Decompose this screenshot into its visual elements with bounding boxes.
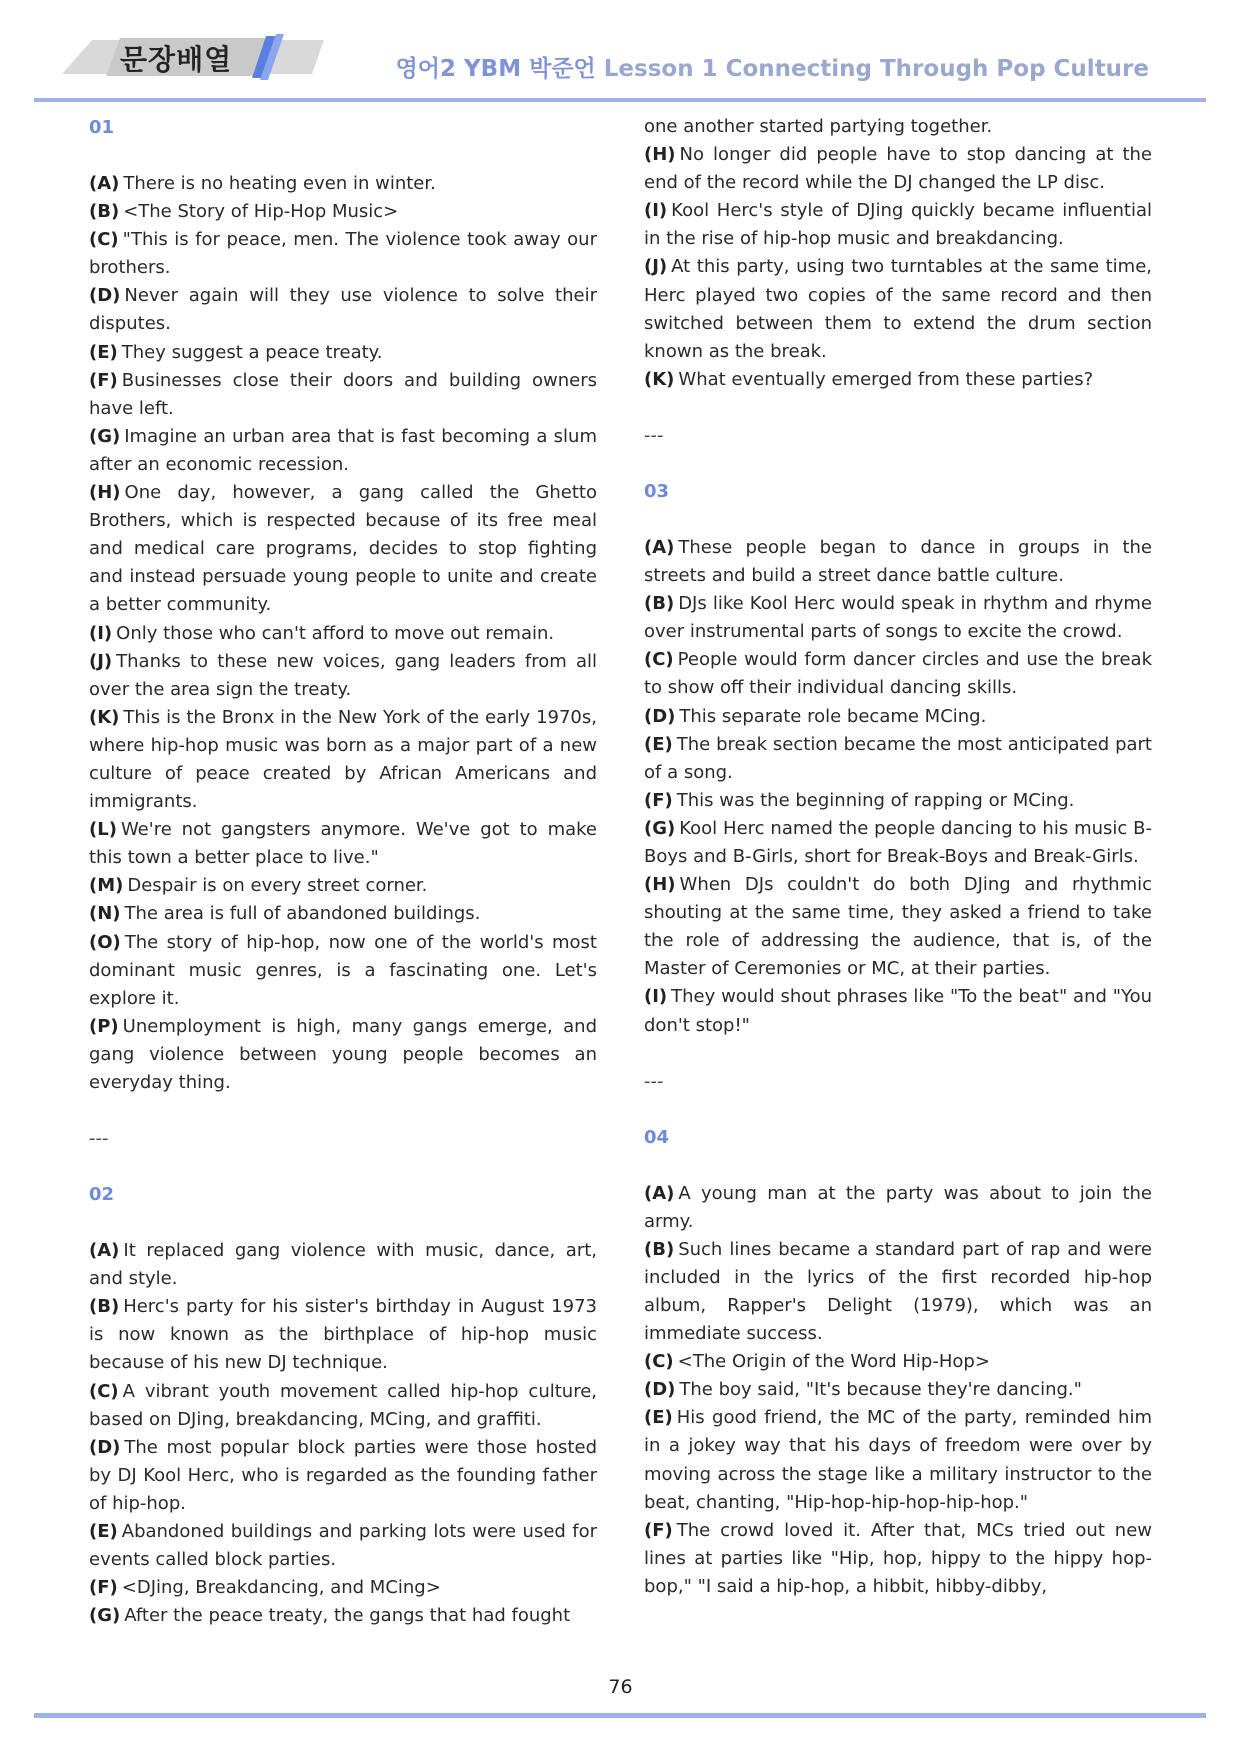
sentence-item <box>89 1378 597 1434</box>
sentence-letter: (J) <box>89 650 113 672</box>
sentence-letter: (B) <box>644 593 675 615</box>
sentence-text: Businesses close their doors and building owners have left. <box>89 369 597 419</box>
sentence-text: People would form dancer circles and use the break to show off their individual dancing skills. <box>644 649 1152 699</box>
sentence-text: His good friend, the MC of the party, reminded him in a jokey way that his days of freedom were over by moving across the stage like a military instructor to the beat, chanting, "Hip-hop-hip-hop-hip-hop." <box>644 1407 1152 1513</box>
sentence-text: <The Origin of the Word Hip-Hop> <box>677 1351 990 1373</box>
sentence-item <box>644 253 1152 365</box>
sentence-letter: (I) <box>644 200 668 222</box>
page-number: 76 <box>608 1676 633 1698</box>
sentence-item <box>89 282 597 338</box>
sentence-item <box>644 141 1152 197</box>
sentence-text: These people began to dance in groups in the streets and build a street dance battle culture. <box>644 536 1152 587</box>
sentence-item <box>644 366 1152 394</box>
section-04 <box>644 1124 1152 1601</box>
course-label: 영어2 YBM 박준언 <box>395 56 596 82</box>
sentence-item <box>644 1236 1152 1348</box>
sentence-item <box>644 590 1152 646</box>
sentence-letter: (E) <box>644 733 673 755</box>
sentence-letter: (G) <box>89 425 121 447</box>
page-header <box>0 0 1241 108</box>
sentence-item <box>644 1180 1152 1236</box>
document-title <box>396 54 1149 84</box>
sentence-letter: (D) <box>89 285 121 307</box>
sentence-item <box>644 731 1152 787</box>
sentence-item <box>89 929 597 1013</box>
sentence-text: We're not gangsters anymore. We've got to make this town a better place to live." <box>89 819 597 869</box>
sentence-text: Kool Herc's style of DJing quickly became influential in the rise of hip-hop music and breakdancing. <box>644 200 1152 250</box>
sentence-text: A vibrant youth movement called hip-hop culture, based on DJing, breakdancing, MCing, and graffiti. <box>89 1380 597 1430</box>
header-divider <box>34 98 1206 102</box>
sentence-text: Never again will they use violence to solve their disputes. <box>89 285 597 335</box>
sentence-letter: (K) <box>89 706 120 728</box>
sentence-item <box>644 197 1152 253</box>
footer-divider <box>34 1713 1206 1718</box>
sentence-letter: (F) <box>644 789 673 811</box>
sentence-text: Thanks to these new voices, gang leaders from all over the area sign the treaty. <box>89 650 597 700</box>
sentence-text: Despair is on every street corner. <box>127 875 428 897</box>
sentence-item <box>89 423 597 479</box>
sentence-text: Unemployment is high, many gangs emerge, and gang violence between young people becomes an everyday thing. <box>89 1015 597 1093</box>
sentence-letter: (B) <box>644 1238 675 1260</box>
sentence-text: DJs like Kool Herc would speak in rhythm and rhyme over instrumental parts of songs to excite the crowd. <box>644 593 1152 643</box>
sentence-text: They would shout phrases like "To the beat" and "You don't stop!" <box>644 986 1152 1036</box>
sentence-item <box>644 1376 1152 1404</box>
sentence-letter: (K) <box>644 368 675 390</box>
sentence-item <box>89 1518 597 1574</box>
left-column <box>89 114 597 1630</box>
sentence-letter: (B) <box>89 1296 120 1318</box>
right-column <box>644 113 1152 1601</box>
sentence-letter: (F) <box>644 1519 673 1541</box>
sentence-item <box>644 703 1152 731</box>
sentence-text: Kool Herc named the people dancing to his music B-Boys and B-Girls, short for Break-Boys and Break-Girls. <box>644 817 1152 867</box>
section-number: 04 <box>644 1126 670 1148</box>
sentence-text: They suggest a peace treaty. <box>121 341 383 363</box>
sentence-text: The break section became the most anticipated part of a song. <box>644 733 1152 783</box>
sentence-text: A young man at the party was about to join the army. <box>644 1182 1152 1232</box>
sentence-letter: (C) <box>644 1351 674 1373</box>
sentence-letter: (D) <box>89 1436 121 1458</box>
sentence-letter: (D) <box>644 1379 676 1401</box>
sentence-item <box>89 479 597 619</box>
sentence-text: This separate role became MCing. <box>679 705 987 727</box>
sentence-item <box>89 170 597 198</box>
sentence-text: What eventually emerged from these parties? <box>678 368 1094 390</box>
sentence-item <box>89 1434 597 1518</box>
sentence-item <box>644 1517 1152 1601</box>
sentence-item <box>644 1348 1152 1376</box>
sentence-letter: (O) <box>89 931 121 953</box>
sentence-text: At this party, using two turntables at the same time, Herc played two copies of the same record and then switched between them to extend the drum section known as the break. <box>644 256 1152 362</box>
sentence-item <box>644 815 1152 871</box>
section-type-badge: 문장배열 <box>120 43 233 76</box>
sentence-letter: (A) <box>89 173 120 194</box>
section-number: 03 <box>644 480 670 502</box>
sentence-letter: (N) <box>89 903 121 925</box>
section-number: 02 <box>89 1184 115 1206</box>
sentence-letter: (A) <box>644 536 675 558</box>
sentence-letter: (J) <box>644 256 668 278</box>
sentence-item <box>644 1404 1152 1516</box>
sentence-item <box>89 816 597 872</box>
sentence-text: It replaced gang violence with music, dance, art, and style. <box>89 1240 597 1290</box>
sentence-item <box>89 226 597 282</box>
section-separator: --- <box>644 424 664 446</box>
sentence-text: <The Story of Hip-Hop Music> <box>123 201 399 223</box>
sentence-letter: (E) <box>89 341 118 363</box>
sentence-letter: (H) <box>644 874 676 896</box>
sentence-letter: (I) <box>644 986 668 1008</box>
sentence-letter: (A) <box>89 1240 120 1262</box>
sentence-item <box>89 620 597 648</box>
sentence-letter: (M) <box>89 875 124 897</box>
sentence-letter: (A) <box>644 1182 675 1204</box>
sentence-text: The area is full of abandoned buildings. <box>124 903 481 925</box>
sentence-item <box>644 534 1152 590</box>
sentence-letter: (H) <box>89 482 121 504</box>
sentence-letter: (G) <box>644 817 676 839</box>
sentence-item <box>644 983 1152 1039</box>
sentence-letter: (F) <box>89 1577 118 1599</box>
section-03 <box>644 478 1152 1040</box>
sentence-text: The boy said, "It's because they're dancing." <box>679 1379 1082 1401</box>
sentence-item <box>89 872 597 900</box>
sentence-continuation: one another started partying together. <box>644 116 993 137</box>
sentence-letter: (F) <box>89 369 118 391</box>
sentence-text: After the peace treaty, the gangs that had fought <box>124 1605 571 1627</box>
sentence-text: This is the Bronx in the New York of the early 1970s, where hip-hop music was born as a major part of a new culture of peace created by African Americans and immigrants. <box>89 706 597 813</box>
sentence-item <box>89 198 597 226</box>
lesson-label: Lesson 1 Connecting Through Pop Culture <box>603 56 1149 82</box>
sentence-letter: (C) <box>644 649 674 671</box>
sentence-item <box>89 1237 597 1293</box>
sentence-text: <DJing, Breakdancing, and MCing> <box>121 1577 441 1599</box>
sentence-letter: (G) <box>89 1605 121 1627</box>
sentence-letter: (P) <box>89 1015 119 1037</box>
section-02 <box>89 1181 597 1630</box>
section-separator: --- <box>644 1070 664 1092</box>
sentence-text: The story of hip-hop, now one of the world's most dominant music genres, is a fascinating one. Let's explore it. <box>89 931 597 1009</box>
section-separator: --- <box>89 1128 109 1150</box>
sentence-letter: (L) <box>89 819 117 841</box>
sentence-text: Herc's party for his sister's birthday in August 1973 is now known as the birthplace of hip-hop music because of his new DJ technique. <box>89 1296 597 1374</box>
sentence-letter: (H) <box>644 144 676 166</box>
sentence-letter: (E) <box>89 1521 118 1543</box>
sentence-letter: (C) <box>89 1380 119 1402</box>
sentence-item <box>89 1574 597 1602</box>
sentence-item <box>89 339 597 367</box>
sentence-text: Only those who can't afford to move out remain. <box>116 622 555 644</box>
sentence-letter: (I) <box>89 622 113 644</box>
sentence-item <box>89 1293 597 1377</box>
sentence-item <box>644 646 1152 702</box>
sentence-item <box>89 900 597 928</box>
sentence-item <box>89 704 597 816</box>
sentence-text: The most popular block parties were those hosted by DJ Kool Herc, who is regarded as the founding father of hip-hop. <box>89 1436 597 1514</box>
sentence-text: When DJs couldn't do both DJing and rhythmic shouting at the same time, they asked a friend to take the role of addressing the audience, that is, of the Master of Ceremonies or MC, at their parties. <box>644 874 1152 980</box>
sentence-text: This was the beginning of rapping or MCing. <box>676 789 1075 811</box>
sentence-item <box>89 1602 597 1630</box>
sentence-item <box>89 648 597 704</box>
sentence-letter: (E) <box>644 1407 673 1429</box>
sentence-letter: (B) <box>89 201 120 223</box>
sentence-item <box>89 1013 597 1097</box>
section-01 <box>89 114 597 1097</box>
sentence-item <box>644 787 1152 815</box>
section-number: 01 <box>89 117 115 138</box>
sentence-text: There is no heating even in winter. <box>123 173 436 194</box>
sentence-text: Such lines became a standard part of rap and were included in the lyrics of the first recorded hip-hop album, Rapper's Delight (1979), which was an immediate success. <box>644 1238 1152 1345</box>
sentence-letter: (D) <box>644 705 676 727</box>
sentence-letter: (C) <box>89 229 119 251</box>
sentence-text: One day, however, a gang called the Ghetto Brothers, which is respected because of its free meal and medical care programs, decides to stop fighting and instead persuade young people to unite and create a better community. <box>89 482 597 616</box>
sentence-text: The crowd loved it. After that, MCs tried out new lines at parties like "Hip, hop, hippy to the hippy hop-bop," "I said a hip-hop, a hibbit, hibby-dibby, <box>644 1519 1152 1597</box>
sentence-text: Imagine an urban area that is fast becoming a slum after an economic recession. <box>89 425 597 475</box>
sentence-item <box>89 367 597 423</box>
sentence-text: "This is for peace, men. The violence took away our brothers. <box>89 229 597 279</box>
sentence-text: Abandoned buildings and parking lots were used for events called block parties. <box>89 1521 597 1571</box>
sentence-item <box>644 871 1152 983</box>
sentence-text: No longer did people have to stop dancing at the end of the record while the DJ changed the LP disc. <box>644 144 1152 194</box>
